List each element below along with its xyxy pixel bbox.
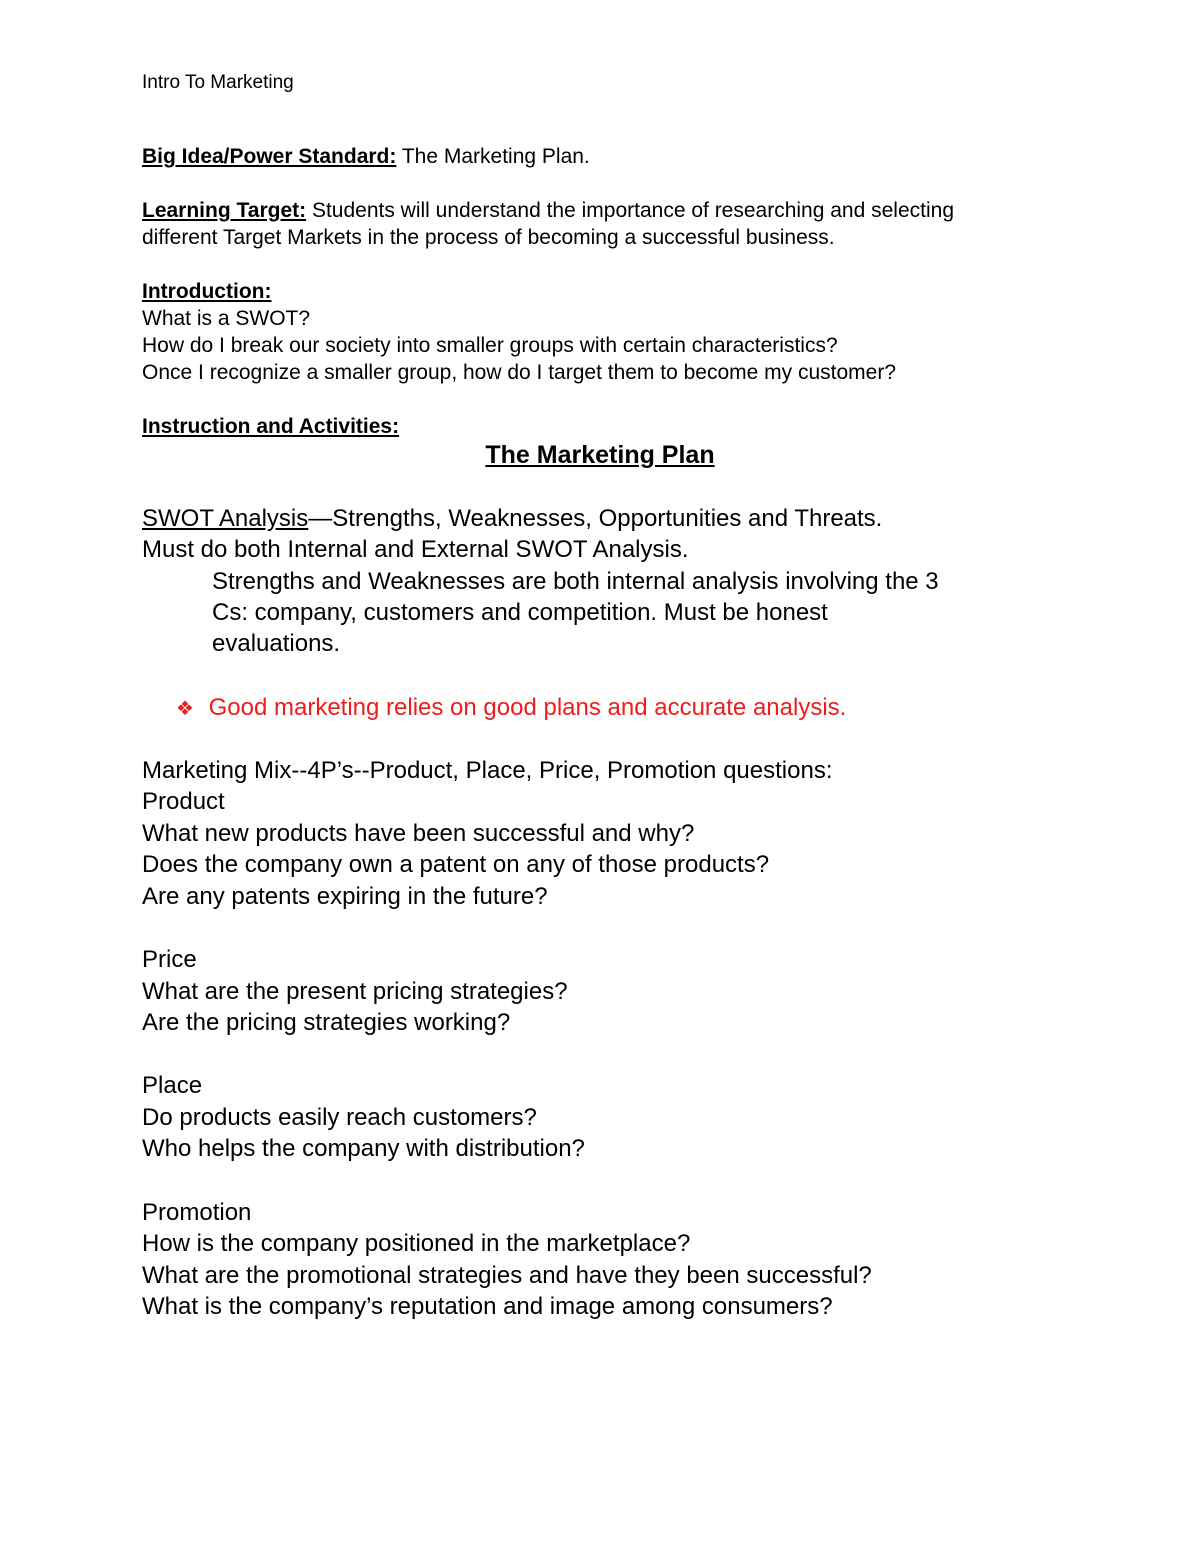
promotion-question: What is the company’s reputation and image among consumers? — [142, 1293, 833, 1320]
callout — [176, 696, 846, 720]
swot-detail: Cs: company, customers and competition. Must be honest — [212, 599, 828, 626]
price-question: What are the present pricing strategies? — [142, 978, 568, 1005]
callout-text: Good marketing relies on good plans and accurate analysis. — [208, 694, 847, 721]
big-idea-label: Big Idea/Power Standard: — [142, 145, 397, 168]
place-question: Do products easily reach customers? — [142, 1104, 537, 1131]
learning-target-line-2: different Target Markets in the process of becoming a successful business. — [142, 226, 835, 249]
instruction-label: Instruction and Activities: — [142, 415, 400, 438]
promotion-question: What are the promotional strategies and have they been successful? — [142, 1262, 872, 1289]
section-title-price: Price — [142, 946, 197, 973]
swot-note: Must do both Internal and External SWOT Analysis. — [142, 536, 689, 563]
product-question: What new products have been successful and why? — [142, 820, 695, 847]
document-header: Intro To Marketing — [142, 72, 294, 93]
swot-term: SWOT Analysis — [142, 505, 309, 532]
diamond-bullet-icon: ❖ — [176, 698, 194, 720]
introduction-label: Introduction: — [142, 280, 272, 303]
price-question: Are the pricing strategies working? — [142, 1009, 511, 1036]
product-question: Does the company own a patent on any of those products? — [142, 851, 770, 878]
place-question: Who helps the company with distribution? — [142, 1135, 585, 1162]
big-idea-line — [142, 146, 590, 167]
promotion-question: How is the company positioned in the marketplace? — [142, 1230, 691, 1257]
main-title: The Marketing Plan — [485, 441, 715, 469]
learning-target-text-1: Students will understand the importance of researching and selecting — [306, 199, 955, 222]
marketing-mix-heading: Marketing Mix--4P’s--Product, Place, Price, Promotion questions: — [142, 757, 833, 784]
section-title-promotion: Promotion — [142, 1199, 252, 1226]
learning-target-line-1 — [142, 200, 954, 221]
learning-target-label: Learning Target: — [142, 199, 307, 222]
section-title-product: Product — [142, 788, 225, 815]
big-idea-text: The Marketing Plan. — [396, 145, 590, 168]
swot-line — [142, 507, 882, 531]
swot-detail: Strengths and Weaknesses are both internal analysis involving the 3 — [212, 568, 939, 595]
product-question: Are any patents expiring in the future? — [142, 883, 548, 910]
intro-question: Once I recognize a smaller group, how do I target them to become my customer? — [142, 361, 897, 384]
swot-detail: evaluations. — [212, 630, 341, 657]
section-title-place: Place — [142, 1072, 203, 1099]
swot-definition: —Strengths, Weaknesses, Opportunities and Threats. — [308, 505, 883, 532]
intro-question: What is a SWOT? — [142, 307, 311, 330]
intro-question: How do I break our society into smaller groups with certain characteristics? — [142, 334, 838, 357]
